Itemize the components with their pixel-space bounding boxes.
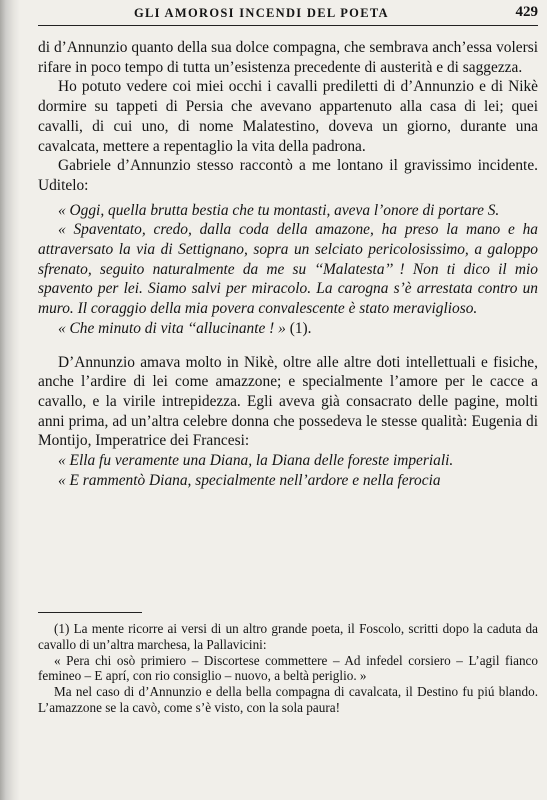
book-spine-shadow <box>0 0 20 800</box>
header-rule <box>38 25 538 26</box>
footnote-verse: « Pera chi osò primiero – Discortese commettere – Ad infedel corsiero – L’agil fianco femineo – E aprí, con rio consiglio – nuovo, a beltà periglio. » <box>38 652 538 684</box>
footnote-rule <box>38 612 142 613</box>
page-number: 429 <box>515 4 538 20</box>
main-text <box>38 38 538 490</box>
quote-line-1: « Oggi, quella brutta bestia che tu montasti, aveva l’onore di portare S. <box>58 201 500 219</box>
running-title: GLI AMOROSI INCENDI DEL POETA <box>134 6 389 20</box>
paragraph-horses: Ho potuto vedere coi miei occhi i cavalli prediletti di d’Annunzio e di Nikè dormire su tappeti di Persia che avevano appartenuto alla casa di lei; quei cavalli, di cui uno, di nome Malatestino, doveva un giorno, durante una cavalcata, mettere a repentaglio la vita della padrona. <box>38 78 538 155</box>
page-header <box>38 4 538 24</box>
paragraph-continuation: di d’Annunzio quanto della sua dolce compagna, che sembrava anch’essa volersi rifare in poco tempo di tutta un’esistenza precedente di austerità e di saggezza. <box>38 39 538 76</box>
paragraph-nike: D’Annunzio amava molto in Nikè, oltre alle altre doti intellettuali e fisiche, anche l’ardire di lei come amazzone; e specialmente l’amore per le cacce a cavallo, e la virile intrepidezza. Egli aveva già consacrato delle pagine, molti anni prima, ad un’altra celebre donna che possedeva le stesse qualità: Eugenia di Montijo, Imperatrice dei Francesi: <box>38 353 538 450</box>
quote-line-3 <box>38 319 538 339</box>
footnote-reference: (1). <box>285 319 312 337</box>
quote-line-2: « Spaventato, credo, dalla coda della amazone, ha preso la mano e ha attraversato la via di Settignano, sopra un selciato pericolosissimo, a galoppo sfrenato, seguito naturalmente da me su ‘‘Malatesta’’ ! Non ti dico il mio spavento per lei. Siamo salvi per miracolo. La carogna s’è arrestata contro un muro. Il coraggio della mia povera convalescente è stato meraviglioso. <box>38 221 538 318</box>
footnote-1: (1) La mente ricorre ai versi di un altro grande poeta, il Foscolo, scritti dopo la caduta da cavallo di un’altra marchesa, la Pallavicini: <box>38 621 538 652</box>
paragraph-incident-intro: Gabriele d’Annunzio stesso raccontò a me lontano il gravissimo incidente. Uditelo: <box>38 157 538 194</box>
book-page <box>38 0 538 800</box>
footnote-conclusion: Ma nel caso di d’Annunzio e della bella compagna di cavalcata, il Destino fu piú blando. L’amazzone se la cavò, come s’è visto, con la sola paura! <box>38 684 538 715</box>
quote-diana-1: « Ella fu veramente una Diana, la Diana delle foreste imperiali. <box>58 452 454 470</box>
quote-diana-2: « E rammentò Diana, specialmente nell’ardore e nella ferocia <box>58 471 441 489</box>
footnotes <box>38 621 538 716</box>
quote-line-3-text: « Che minuto di vita ‘‘allucinante ! » <box>58 319 286 337</box>
